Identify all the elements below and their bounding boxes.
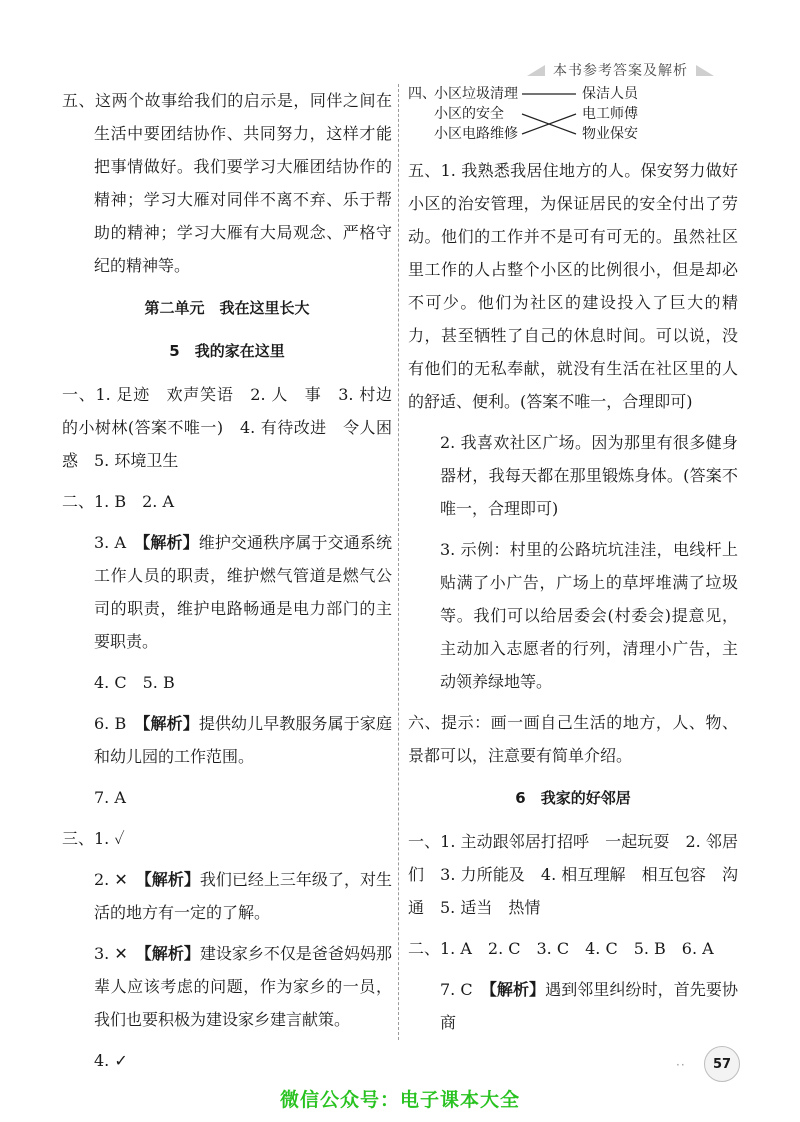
analysis-tag: 【解析】 <box>143 944 200 963</box>
header-title: 本书参考答案及解析 <box>553 63 688 79</box>
answer-2-7: 7. A <box>94 788 126 807</box>
answer-3-4: 4. ✓ <box>94 1051 128 1070</box>
left-column <box>62 84 392 1077</box>
column-divider <box>398 84 399 1040</box>
match-right-item: 物业保安 <box>582 126 638 142</box>
answer-3-3-prefix: 3. ✕ <box>94 944 144 963</box>
matching-lines <box>408 84 738 144</box>
match-right-item: 电工师傅 <box>582 106 638 122</box>
lesson-6-answer-1: 一、1. 主动跟邻居打招呼 一起玩耍 2. 邻居们 3. 力所能及 4. 相互理解 相互包容 沟通 5. 适当 热情 <box>408 832 738 917</box>
answer-section-1: 一、1. 足迹 欢声笑语 2. 人 事 3. 村边的小树林(答案不唯一) 4. 有待改进 令人困惑 5. 环境卫生 <box>62 385 392 470</box>
matching-answer <box>408 84 738 144</box>
answer-section-5: 五、这两个故事给我们的启示是，同伴之间在生活中要团结协作、共同努力，这样才能把事情做好。我们要学习大雁团结协作的精神；学习大雁对同伴不离不弃、乐于帮助的精神；学习大雁有大局观念、严格守纪的精神等。 <box>62 91 392 275</box>
lesson-6-answer-2-7 <box>408 973 738 1039</box>
answer-3-2 <box>62 863 392 929</box>
analysis-tag: 【解析】 <box>143 870 200 889</box>
analysis-tag: 【解析】 <box>142 533 199 552</box>
lesson-6-title: 6 我家的好邻居 <box>515 789 631 807</box>
answer-2-3 <box>62 526 392 658</box>
answer-6-7-text: 遇到邻里纠纷时，首先要协商 <box>440 980 738 1032</box>
header-right-triangle <box>696 65 714 76</box>
answer-6-7-prefix: 7. C <box>440 980 489 999</box>
answer-section-3: 三、1. ✓ <box>62 829 125 848</box>
page-header <box>527 58 714 82</box>
header-left-triangle <box>527 65 545 76</box>
answer-5-3: 3. 示例：村里的公路坑坑洼洼，电线杆上贴满了小广告，广场上的草坪堆满了垃圾等。我们可以给居委会(村委会)提意见，主动加入志愿者的行列，清理小广告，主动领养绿地等。 <box>440 540 738 691</box>
page-number: 57 <box>704 1046 740 1082</box>
answer-3-2-text: 我们已经上三年级了，对生活的地方有一定的了解。 <box>94 870 392 922</box>
answer-2-3-text: 维护交通秩序属于交通系统工作人员的职责，维护燃气管道是燃气公司的职责，维护电路畅通是电力部门的主要职责。 <box>94 533 392 651</box>
answer-5-2: 2. 我喜欢社区广场。因为那里有很多健身器材，我每天都在那里锻炼身体。(答案不唯一，合理即可) <box>440 433 738 518</box>
match-left-item: 小区垃圾清理 <box>434 86 518 102</box>
answer-section-6: 六、提示：画一画自己生活的地方，人、物、景都可以，注意要有简单介绍。 <box>408 713 738 765</box>
match-left-item: 小区电路维修 <box>434 126 518 142</box>
answer-section-2: 二、1. B 2. A <box>62 492 175 511</box>
answer-2-6 <box>62 707 392 773</box>
answer-2-6-text: 提供幼儿早教服务属于家庭和幼儿园的工作范围。 <box>94 714 392 766</box>
lesson-6-answer-2: 二、1. A 2. C 3. C 4. C 5. B 6. A <box>408 939 714 958</box>
unit-title: 第二单元 我在这里长大 <box>144 299 310 317</box>
right-column <box>408 84 738 1039</box>
page-number-dots: ·· <box>676 1058 686 1072</box>
match-left-item: 小区的安全 <box>434 106 504 122</box>
answer-3-3-text: 建设家乡不仅是爸爸妈妈那辈人应该考虑的问题，作为家乡的一员，我们也要积极为建设家乡建言献策。 <box>94 944 392 1029</box>
answer-2-3-prefix: 3. A <box>94 533 143 552</box>
analysis-tag: 【解析】 <box>142 714 199 733</box>
watermark-text: 微信公众号：电子课本大全 <box>279 1089 520 1111</box>
matching-section-label: 四、 <box>408 86 436 102</box>
answer-3-3 <box>62 937 392 1036</box>
match-right-item: 保洁人员 <box>582 86 638 102</box>
answer-2-6-prefix: 6. B <box>94 714 143 733</box>
answer-2-4: 4. C 5. B <box>94 673 175 692</box>
analysis-tag: 【解析】 <box>488 980 546 999</box>
answer-section-5-1: 五、1. 我熟悉我居住地方的人。保安努力做好小区的治安管理，为保证居民的安全付出了劳动。他们的工作并不是可有可无的。虽然社区里工作的人占整个小区的比例很小，但是却必不可少。他们为社区的建设投入了巨大的精力，甚至牺牲了自己的休息时间。可以说，没有他们的无私奉献，就没有生活在社区里的人的舒适、便利。(答案不唯一，合理即可) <box>408 161 738 411</box>
answer-3-2-prefix: 2. ✕ <box>94 870 144 889</box>
lesson-5-title: 5 我的家在这里 <box>169 342 285 360</box>
